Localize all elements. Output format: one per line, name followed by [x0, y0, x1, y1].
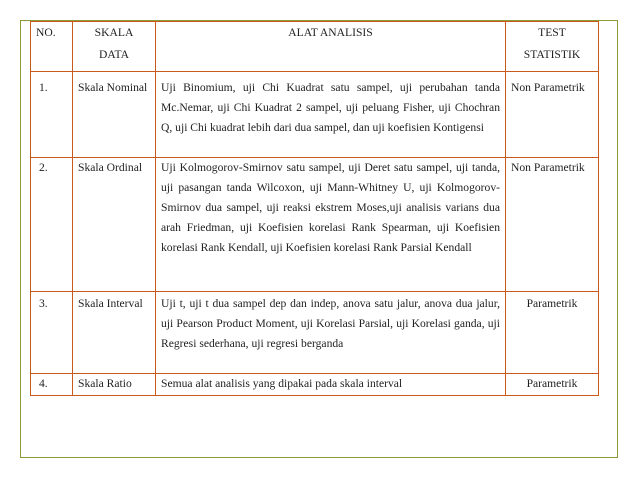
row-number: 1. — [31, 72, 73, 158]
table-row — [31, 72, 599, 158]
row-test-statistik: Non Parametrik — [506, 72, 599, 158]
header-row — [31, 22, 599, 72]
row-number: 3. — [31, 292, 73, 374]
row-skala: Skala Nominal — [73, 72, 156, 158]
row-alat-analisis: Uji Binomium, uji Chi Kuadrat satu sampel, uji perubahan tanda Mc.Nemar, uji Chi Kuadrat 2 sampel, uji peluang Fisher, uji Chochran Q, uji Chi kuadrat lebih dari dua sampel, dan uji koefisien Kontigensi — [156, 72, 506, 158]
header-no: NO. — [31, 22, 73, 72]
row-alat-analisis: Uji t, uji t dua sampel dep dan indep, anova satu jalur, anova dua jalur, uji Pearson Product Moment, uji Korelasi Parsial, uji Korelasi ganda, uji Regresi sederhana, uji regresi berganda — [156, 292, 506, 374]
table-row — [31, 158, 599, 292]
header-test-line1: TEST — [538, 26, 566, 39]
header-test-line2: STATISTIK — [523, 48, 581, 61]
row-test-statistik: Non Parametrik — [506, 158, 599, 292]
row-test-statistik: Parametrik — [506, 374, 599, 396]
slide-frame-bottom — [20, 457, 618, 458]
row-test-statistik: Parametrik — [506, 292, 599, 374]
row-skala: Skala Interval — [73, 292, 156, 374]
row-alat-analisis: Uji Kolmogorov-Smirnov satu sampel, uji Deret satu sampel, uji tanda, uji pasangan tanda Wilcoxon, uji Mann-Whitney U, uji Kolmogorov-Smirnov dua sampel, uji reaksi ekstrem Moses,uji analisis varians dua arah Friedman, uji Koefisien korelasi Rank Spearman, uji Koefisien korelasi Rank Kendall, uji Koefisien korelasi Rank Parsial Kendall — [156, 158, 506, 292]
row-alat-analisis: Semua alat analisis yang dipakai pada skala interval — [156, 374, 506, 396]
header-skala-data — [73, 22, 156, 72]
row-number: 4. — [31, 374, 73, 396]
slide-frame-right — [617, 20, 618, 458]
header-skala-line2: DATA — [99, 48, 129, 61]
analysis-table — [30, 21, 599, 396]
header-alat-analisis: ALAT ANALISIS — [156, 22, 506, 72]
table-row — [31, 292, 599, 374]
table-row — [31, 374, 599, 396]
row-skala: Skala Ordinal — [73, 158, 156, 292]
slide-frame-left — [20, 20, 21, 458]
row-number: 2. — [31, 158, 73, 292]
header-test-statistik — [506, 22, 599, 72]
header-skala-line1: SKALA — [94, 26, 134, 39]
row-skala: Skala Ratio — [73, 374, 156, 396]
